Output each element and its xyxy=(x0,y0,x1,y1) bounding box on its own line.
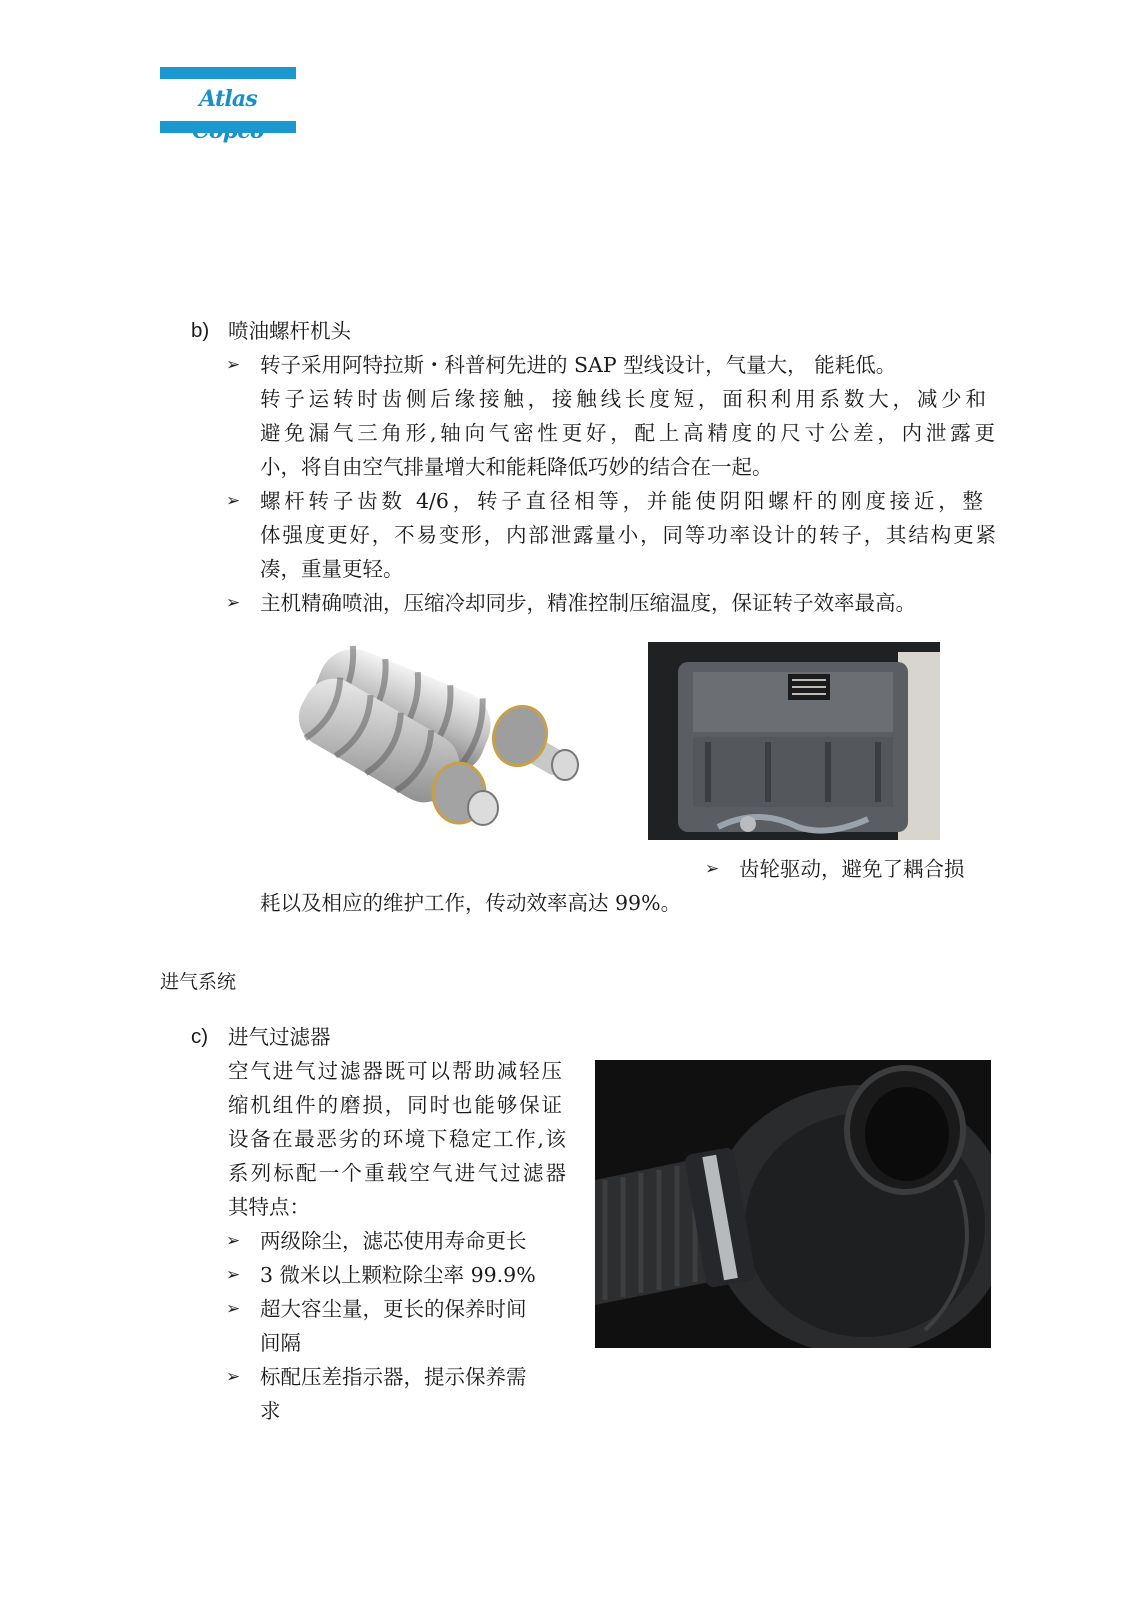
filter-feature-2: 3 微米以上颗粒除尘率 99.9% xyxy=(260,1263,536,1287)
filter-feature-3-line-2: 间隔 xyxy=(260,1331,301,1355)
atlas-copco-logo xyxy=(160,67,296,133)
filter-feature-4-line-2: 求 xyxy=(260,1399,281,1423)
filter-feature-4: 标配压差指示器，提示保养需 xyxy=(260,1365,527,1389)
bullet-icon: ➢ xyxy=(226,593,241,613)
section-b-marker: b) xyxy=(191,319,210,342)
rotor-profile-text-line-2: 转子运转时齿侧后缘接触，接触线长度短，面积利用系数大，减少和 xyxy=(260,387,986,411)
section-c-title: 进气过滤器 xyxy=(228,1025,331,1049)
intake-system-heading: 进气系统 xyxy=(160,971,237,993)
section-b-title: 喷油螺杆机头 xyxy=(228,319,351,343)
gear-drive-text-line-2: 耗以及相应的维护工作，传动效率高达 99%。 xyxy=(260,891,682,915)
gear-drive-housing-photo xyxy=(648,642,940,840)
screw-rotors-photo xyxy=(272,618,590,850)
intake-filter-body-line-2: 缩机组件的磨损，同时也能够保证 xyxy=(228,1093,562,1117)
logo-wordmark: Atlas xyxy=(199,86,257,112)
rotor-profile-text-line-3: 避免漏气三角形,轴向气密性更好，配上高精度的尺寸公差，内泄露更 xyxy=(260,421,995,445)
air-intake-filter-photo xyxy=(595,1060,991,1348)
bullet-icon: ➢ xyxy=(226,355,241,375)
intake-filter-body-line-1: 空气进气过滤器既可以帮助减轻压 xyxy=(228,1059,562,1083)
intake-filter-body-line-4: 系列标配一个重载空气进气过滤器 xyxy=(228,1161,566,1185)
bullet-icon: ➢ xyxy=(226,491,241,511)
rotor-teeth-text-line-2: 体强度更好，不易变形，内部泄露量小，同等功率设计的转子，其结构更紧 xyxy=(260,523,996,547)
logo-bottom-band xyxy=(160,121,296,133)
bullet-icon: ➢ xyxy=(226,1367,241,1387)
section-c-marker: c) xyxy=(191,1025,209,1048)
bullet-icon: ➢ xyxy=(226,1299,241,1319)
rotor-teeth-text: 螺杆转子齿数 4/6，转子直径相等，并能使阴阳螺杆的刚度接近，整 xyxy=(260,489,983,513)
oil-injection-text: 主机精确喷油，压缩冷却同步，精准控制压缩温度，保证转子效率最高。 xyxy=(260,591,916,615)
bullet-icon: ➢ xyxy=(705,859,720,879)
logo-top-band xyxy=(160,67,296,79)
bullet-icon: ➢ xyxy=(226,1265,241,1285)
intake-filter-body-line-3: 设备在最恶劣的环境下稳定工作,该 xyxy=(228,1127,566,1151)
filter-feature-1: 两级除尘，滤芯使用寿命更长 xyxy=(260,1229,527,1253)
gear-drive-text: 齿轮驱动，避免了耦合损 xyxy=(739,857,965,881)
rotor-profile-text: 转子采用阿特拉斯・科普柯先进的 SAP 型线设计，气量大， 能耗低。 xyxy=(260,353,897,377)
intake-filter-body-line-5: 其特点： xyxy=(228,1195,310,1219)
filter-feature-3: 超大容尘量，更长的保养时间 xyxy=(260,1297,527,1321)
rotor-profile-text-line-4: 小，将自由空气排量增大和能耗降低巧妙的结合在一起。 xyxy=(260,455,773,479)
bullet-icon: ➢ xyxy=(226,1231,241,1251)
rotor-teeth-text-line-3: 凑，重量更轻。 xyxy=(260,557,404,581)
